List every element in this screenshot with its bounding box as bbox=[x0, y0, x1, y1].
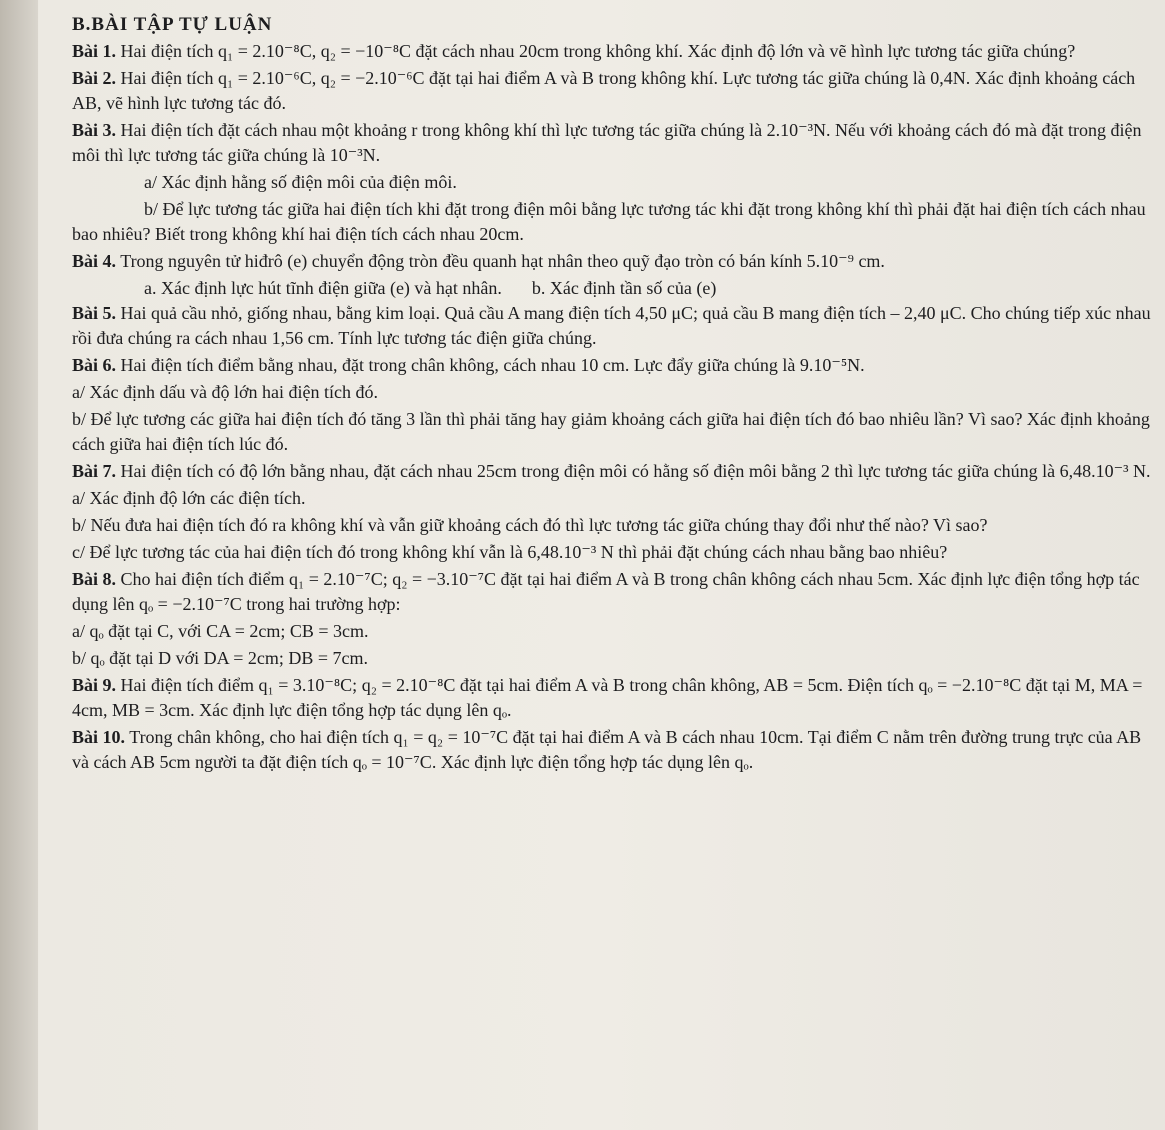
problem-text: Hai điện tích điểm q₁ = 3.10⁻⁸C; q₂ = 2.10⁻⁸C đặt tại hai điểm A và B trong chân không, AB = 5cm. Điện tích qₒ = −2.10⁻⁸C đặt tại M, MA = 4cm, MB = 3cm. Xác định lực điện tổng hợp tác dụng lên qₒ. bbox=[72, 675, 1143, 720]
problem-label: Bài 6. bbox=[72, 355, 117, 375]
problem-7-part-b: b/ Nếu đưa hai điện tích đó ra không khí và vẫn giữ khoảng cách đó thì lực tương tác giữa chúng thay đổi như thế nào? Vì sao? bbox=[72, 515, 988, 535]
problem-1 bbox=[72, 39, 1152, 64]
problem-3 bbox=[72, 118, 1152, 168]
problem-7 bbox=[72, 459, 1152, 484]
problem-text: Hai điện tích có độ lớn bằng nhau, đặt cách nhau 25cm trong điện môi có hằng số điện môi bằng 2 thì lực tương tác giữa chúng là 6,48.10⁻³ N. bbox=[120, 461, 1151, 481]
problem-8 bbox=[72, 567, 1152, 617]
problem-8-part-a: a/ qₒ đặt tại C, với CA = 2cm; CB = 3cm. bbox=[72, 621, 369, 641]
problem-2 bbox=[72, 66, 1152, 116]
problem-text: Trong chân không, cho hai điện tích q₁ = q₂ = 10⁻⁷C đặt tại hai điểm A và B cách nhau 10cm. Tại điểm C nằm trên đường trung trực của AB và cách AB 5cm người ta đặt điện tích qₒ = 10⁻⁷C. Xác định lực điện tổng hợp tác dụng lên qₒ. bbox=[72, 727, 1142, 772]
problem-3-part-a: a/ Xác định hằng số điện môi của điện môi. bbox=[144, 172, 457, 192]
problem-text: Cho hai điện tích điểm q₁ = 2.10⁻⁷C; q₂ = −3.10⁻⁷C đặt tại hai điểm A và B trong chân không cách nhau 5cm. Xác định lực điện tổng hợp tác dụng lên qₒ = −2.10⁻⁷C trong hai trường hợp: bbox=[72, 569, 1140, 614]
problem-4 bbox=[72, 249, 1152, 274]
problem-label: Bài 3. bbox=[72, 120, 117, 140]
problem-label: Bài 7. bbox=[72, 461, 117, 481]
problem-text: Hai điện tích q₁ = 2.10⁻⁸C, q₂ = −10⁻⁸C đặt cách nhau 20cm trong không khí. Xác định độ lớn và vẽ hình lực tương tác giữa chúng? bbox=[120, 41, 1076, 61]
problem-text: Hai điện tích điểm bằng nhau, đặt trong chân không, cách nhau 10 cm. Lực đẩy giữa chúng là 9.10⁻⁵N. bbox=[120, 355, 865, 375]
problem-label: Bài 10. bbox=[72, 727, 126, 747]
problem-6 bbox=[72, 353, 1152, 378]
problem-text: Hai điện tích q₁ = 2.10⁻⁶C, q₂ = −2.10⁻⁶C đặt tại hai điểm A và B trong không khí. Lực tương tác giữa chúng là 0,4N. Xác định khoảng cách AB, vẽ hình lực tương tác đó. bbox=[72, 68, 1136, 113]
problem-8-part-b: b/ qₒ đặt tại D với DA = 2cm; DB = 7cm. bbox=[72, 648, 368, 668]
problem-4-parts bbox=[72, 276, 1152, 301]
section-heading: B.BÀI TẬP TỰ LUẬN bbox=[72, 14, 273, 35]
problem-label: Bài 8. bbox=[72, 569, 117, 589]
binding-edge bbox=[0, 0, 38, 1130]
problem-text: Hai quả cầu nhỏ, giống nhau, bằng kim loại. Quả cầu A mang điện tích 4,50 μC; quả cầu B mang điện tích – 2,40 μC. Cho chúng tiếp xúc nhau rồi đưa chúng ra cách nhau 1,56 cm. Tính lực tương tác điện giữa chúng. bbox=[72, 303, 1151, 348]
problem-10 bbox=[72, 725, 1152, 775]
problem-3-part-b: b/ Để lực tương tác giữa hai điện tích khi đặt trong điện môi bằng lực tương tác khi đặt trong không khí thì phải đặt hai điện tích cách nhau bao nhiêu? Biết trong không khí hai điện tích cách nhau 20cm. bbox=[72, 199, 1146, 244]
problem-7-part-c: c/ Để lực tương tác của hai điện tích đó trong không khí vẫn là 6,48.10⁻³ N thì phải đặt chúng cách nhau bằng bao nhiêu? bbox=[72, 542, 948, 562]
problem-text: Hai điện tích đặt cách nhau một khoảng r trong không khí thì lực tương tác giữa chúng là 2.10⁻³N. Nếu với khoảng cách đó mà đặt trong điện môi thì lực tương tác giữa chúng là 10⁻³N. bbox=[72, 120, 1142, 165]
problem-4-part-a: a. Xác định lực hút tĩnh điện giữa (e) và hạt nhân. bbox=[144, 278, 502, 298]
problem-6-part-b: b/ Để lực tương các giữa hai điện tích đó tăng 3 lần thì phải tăng hay giảm khoảng cách giữa hai điện tích đó bao nhiêu lần? Vì sao? Xác định khoảng cách giữa hai điện tích lúc đó. bbox=[72, 409, 1150, 454]
problem-text: Trong nguyên tử hiđrô (e) chuyển động tròn đều quanh hạt nhân theo quỹ đạo tròn có bán kính 5.10⁻⁹ cm. bbox=[120, 251, 885, 271]
problem-label: Bài 9. bbox=[72, 675, 117, 695]
problem-label: Bài 5. bbox=[72, 303, 117, 323]
problem-5 bbox=[72, 301, 1152, 351]
problem-label: Bài 4. bbox=[72, 251, 117, 271]
worksheet bbox=[72, 12, 1152, 777]
problem-4-part-b: b. Xác định tần số của (e) bbox=[531, 278, 717, 298]
problem-label: Bài 2. bbox=[72, 68, 117, 88]
problem-7-part-a: a/ Xác định độ lớn các điện tích. bbox=[72, 488, 306, 508]
problem-label: Bài 1. bbox=[72, 41, 117, 61]
problem-9 bbox=[72, 673, 1152, 723]
problem-6-part-a: a/ Xác định dấu và độ lớn hai điện tích đó. bbox=[72, 382, 378, 402]
